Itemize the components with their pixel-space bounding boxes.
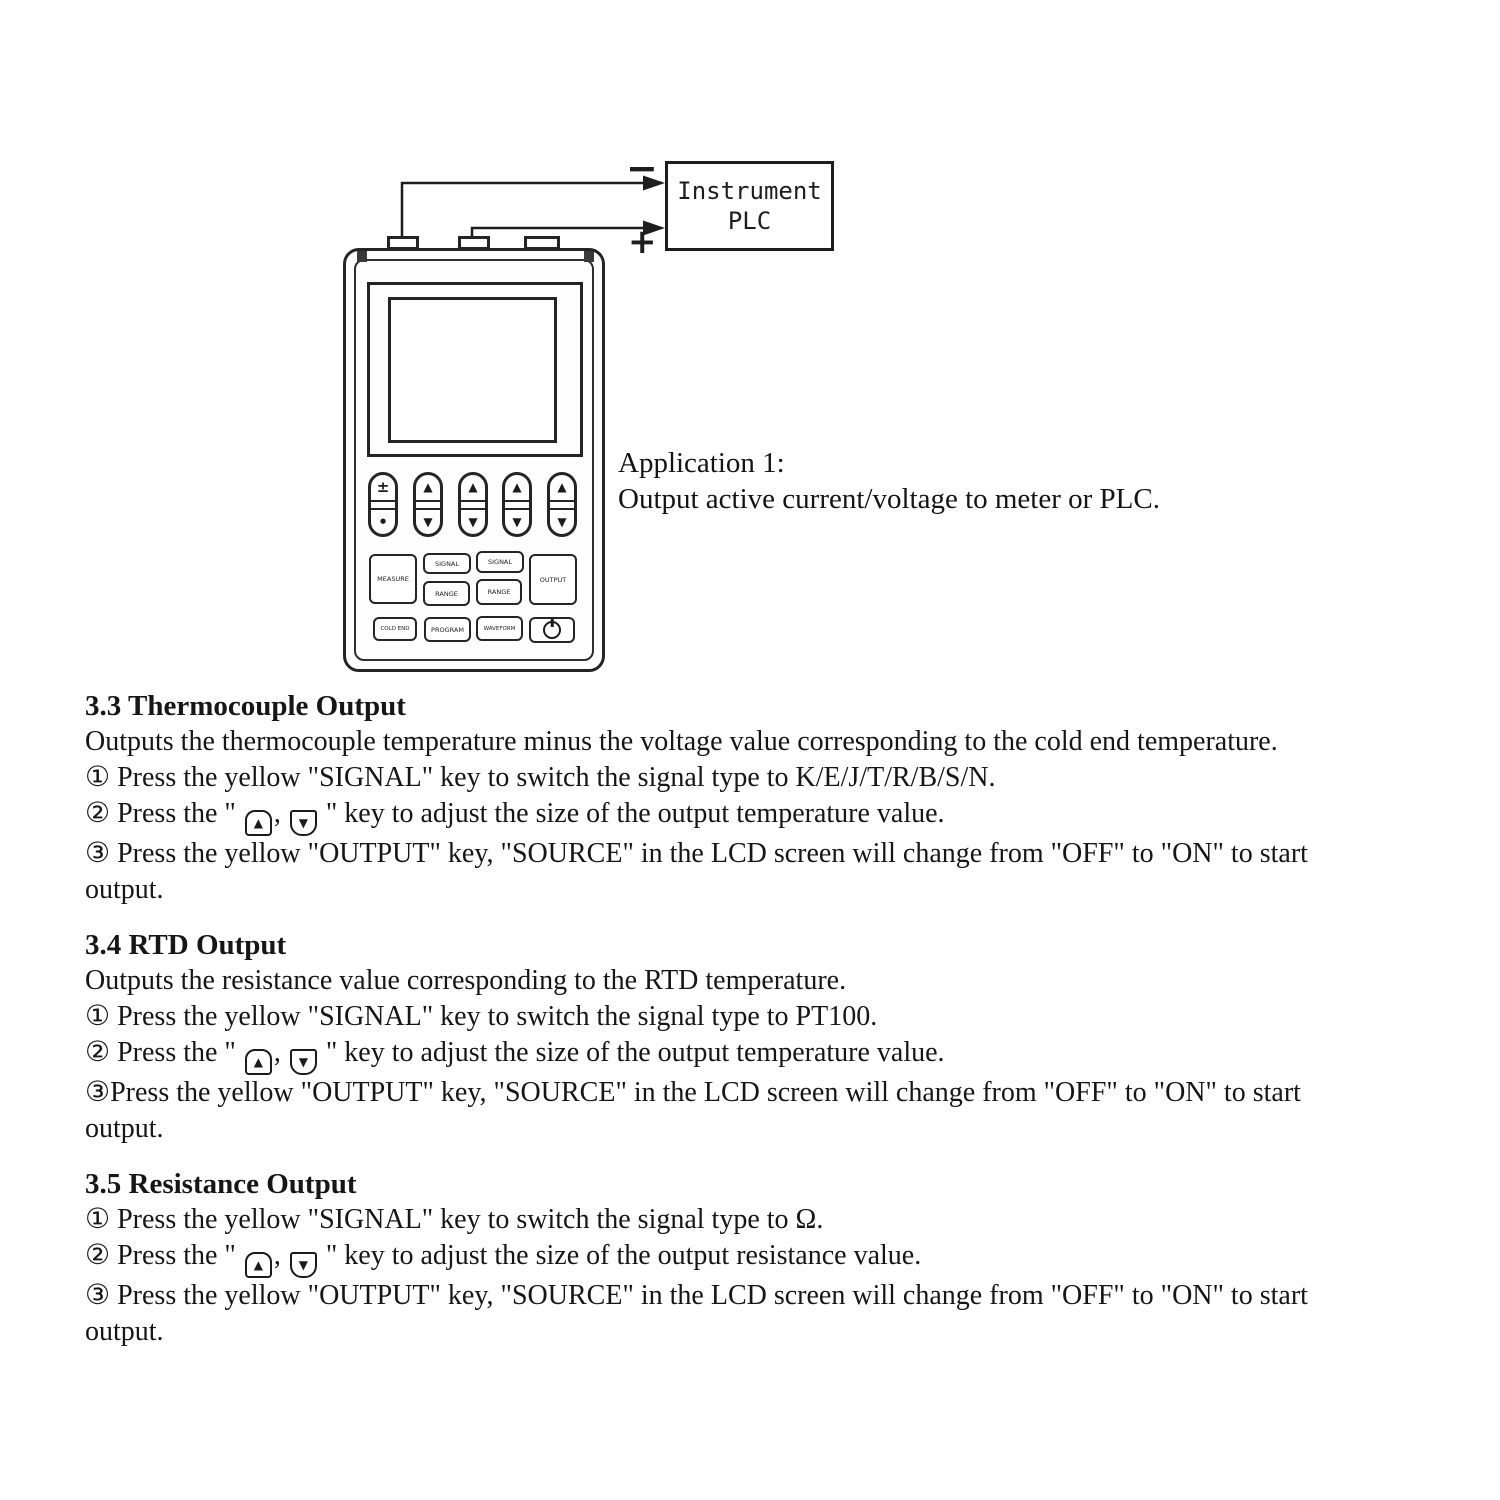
up-arrow-glyph: ▲ <box>253 1055 263 1069</box>
waveform-key: WAVEFORM <box>476 616 523 641</box>
step-2-text-sep: , <box>273 1240 288 1271</box>
step-3: ③ Press the yellow "OUTPUT" key, "SOURCE" in the LCD screen will change from "OFF" to "ON" to start <box>85 838 1308 869</box>
negative-wire <box>402 183 644 248</box>
pill-divider <box>505 500 529 510</box>
step-2-text-pre: ② Press the " <box>85 1037 243 1068</box>
cold-end-key: COLD END <box>373 617 417 641</box>
top-left-corner-mark <box>357 251 367 262</box>
step-2-text-pre: ② Press the " <box>85 1240 243 1271</box>
up-key-icon <box>245 810 272 836</box>
updown-key-2 <box>458 472 488 537</box>
wiring-diagram-lines <box>0 0 1500 700</box>
section-intro: Outputs the resistance value corresponding to the RTD temperature. <box>85 965 847 996</box>
down-key-icon <box>290 1049 317 1075</box>
step-2 <box>85 796 1445 836</box>
down-arrow-icon: ▼ <box>423 514 433 529</box>
power-icon <box>543 621 561 639</box>
manual-text <box>85 688 1445 1369</box>
step-2 <box>85 1238 1445 1278</box>
lcd-screen <box>388 297 557 443</box>
step-2-text-sep: , <box>273 798 288 829</box>
signal-key-1: SIGNAL <box>423 553 471 574</box>
up-arrow-icon: ▲ <box>423 480 433 495</box>
instrument-plc-box <box>665 161 834 251</box>
application-caption <box>618 445 1160 517</box>
section-thermocouple-output <box>85 688 1445 908</box>
step-2-text-post: " key to adjust the size of the output temperature value. <box>318 1037 945 1068</box>
step-2-text-sep: , <box>273 1037 288 1068</box>
minus-polarity-label: − <box>626 146 658 190</box>
range-key-1: RANGE <box>423 581 470 606</box>
program-key: PROGRAM <box>424 617 471 642</box>
pill-divider <box>461 500 485 510</box>
signal-key-2: SIGNAL <box>476 551 524 573</box>
down-arrow-glyph: ▼ <box>298 816 308 830</box>
down-arrow-glyph: ▼ <box>298 1055 308 1069</box>
step-1: ① Press the yellow "SIGNAL" key to switch the signal type to K/E/J/T/R/B/S/N. <box>85 762 996 793</box>
section-title: 3.3 Thermocouple Output <box>85 690 406 722</box>
step-2-text-post: " key to adjust the size of the output resistance value. <box>318 1240 922 1271</box>
plc-box-line2: PLC <box>727 207 772 235</box>
step-2-text-post: " key to adjust the size of the output temperature value. <box>318 798 945 829</box>
up-arrow-icon: ▲ <box>512 480 522 495</box>
updown-key-3 <box>502 472 532 537</box>
down-arrow-icon: ▼ <box>468 514 478 529</box>
step-2-text-pre: ② Press the " <box>85 798 243 829</box>
down-key-icon <box>290 1252 317 1278</box>
step-3-continuation: output. <box>85 1113 164 1144</box>
plus-polarity-label: + <box>628 222 657 262</box>
pill-divider <box>416 500 440 510</box>
range-key-2: RANGE <box>476 579 522 605</box>
application-caption-line1: Application 1: <box>618 447 785 479</box>
step-1: ① Press the yellow "SIGNAL" key to switch the signal type to PT100. <box>85 1001 878 1032</box>
updown-key-4 <box>547 472 577 537</box>
pill-divider <box>371 500 395 510</box>
plc-box-line1: Instrument <box>677 177 822 205</box>
section-title: 3.5 Resistance Output <box>85 1168 357 1200</box>
section-title: 3.4 RTD Output <box>85 929 287 961</box>
section-rtd-output <box>85 927 1445 1147</box>
step-3: ③ Press the yellow "OUTPUT" key, "SOURCE" in the LCD screen will change from "OFF" to "ON" to start <box>85 1280 1308 1311</box>
step-3-continuation: output. <box>85 1316 164 1347</box>
down-key-icon <box>290 810 317 836</box>
power-key <box>529 617 575 643</box>
dot-label: • <box>378 512 388 531</box>
step-3: ③Press the yellow "OUTPUT" key, "SOURCE" in the LCD screen will change from "OFF" to "ON" to start <box>85 1077 1301 1108</box>
output-key: OUTPUT <box>529 554 577 605</box>
section-resistance-output <box>85 1166 1445 1350</box>
top-right-corner-mark <box>584 251 594 262</box>
down-arrow-icon: ▼ <box>557 514 567 529</box>
up-arrow-icon: ▲ <box>557 480 567 495</box>
plusminus-dot-key <box>368 472 398 537</box>
up-key-icon <box>245 1049 272 1075</box>
application-caption-line2: Output active current/voltage to meter or PLC. <box>618 483 1160 515</box>
down-arrow-icon: ▼ <box>512 514 522 529</box>
up-arrow-glyph: ▲ <box>253 816 263 830</box>
step-1: ① Press the yellow "SIGNAL" key to switch the signal type to Ω. <box>85 1204 824 1235</box>
step-3-continuation: output. <box>85 874 164 905</box>
down-arrow-glyph: ▼ <box>298 1258 308 1272</box>
section-intro: Outputs the thermocouple temperature minus the voltage value corresponding to the cold end temperature. <box>85 726 1278 757</box>
plusminus-label: ± <box>376 478 390 497</box>
up-arrow-icon: ▲ <box>468 480 478 495</box>
pill-divider <box>550 500 574 510</box>
updown-key-1 <box>413 472 443 537</box>
up-arrow-glyph: ▲ <box>253 1258 263 1272</box>
step-2 <box>85 1035 1445 1075</box>
measure-key: MEASURE <box>369 554 417 604</box>
up-key-icon <box>245 1252 272 1278</box>
